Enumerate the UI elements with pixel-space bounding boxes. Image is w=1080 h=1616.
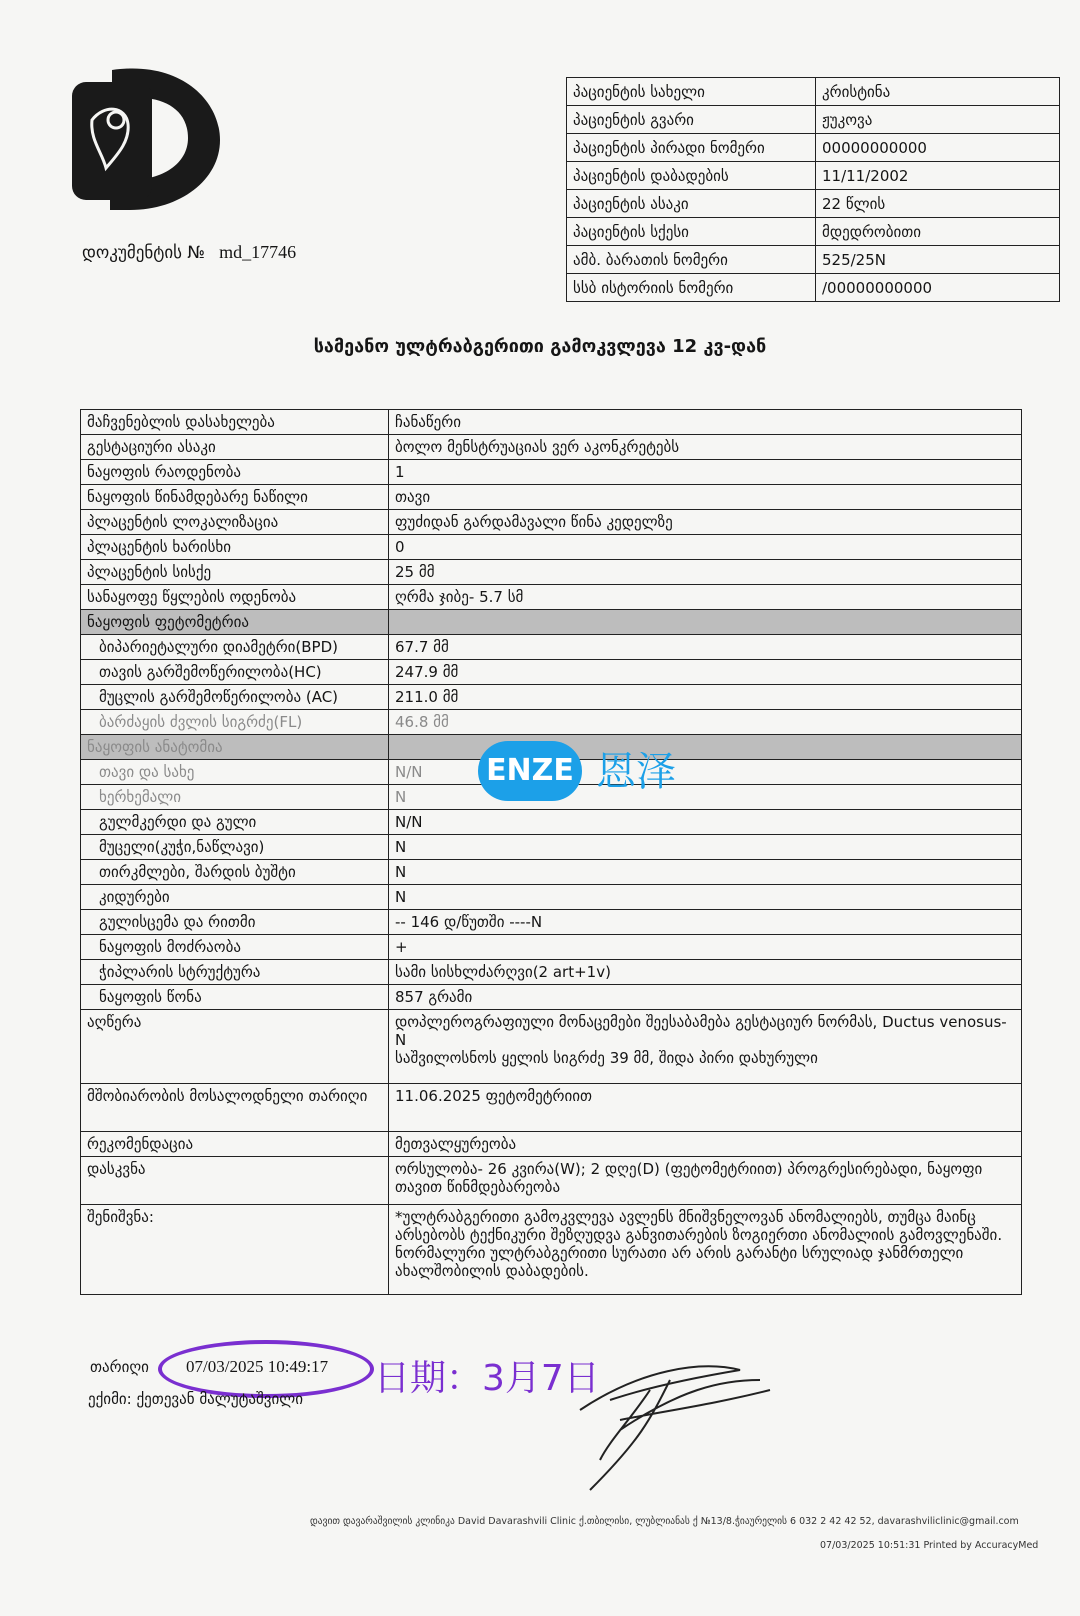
- table-row: [81, 510, 1022, 535]
- row-label: კიდურები: [81, 885, 389, 910]
- date-label: თარიღი: [90, 1358, 149, 1376]
- row-value: 211.0 მმ: [389, 685, 1022, 710]
- row-label: მუცლის გარშემოწერილობა (AC): [81, 685, 389, 710]
- row-value: 247.9 მმ: [389, 660, 1022, 685]
- row-value: ფუძიდან გარდამავალი წინა კედელზე: [389, 510, 1022, 535]
- patient-value: /00000000000: [816, 274, 1060, 302]
- row-value: ჩანაწერი: [389, 410, 1022, 435]
- row-label: გესტაციური ასაკი: [81, 435, 389, 460]
- doctor-name: ექიმი: ქეთევან მალუტაშვილი: [88, 1390, 303, 1408]
- report-title: სამეანო ულტრაბგერითი გამოკვლევა 12 კვ-დან: [313, 336, 767, 357]
- footer-printed: 07/03/2025 10:51:31 Printed by AccuracyMed: [820, 1540, 1039, 1551]
- table-row: [81, 560, 1022, 585]
- patient-row: [567, 246, 1060, 274]
- row-value: 11.06.2025 ფეტომეტრიით: [389, 1084, 1022, 1132]
- footer-clinic: დავით დავარაშვილის კლინიკა David Davarashvili Clinic ქ.თბილისი, ლუბლიანას ქ №13/8.ჭიაურელის 6 032 2 42 42 52, davarashviliclinic@gmail.com: [310, 1516, 1019, 1527]
- table-row: [81, 1157, 1022, 1205]
- table-row: [81, 460, 1022, 485]
- row-label: თავის გარშემოწერილობა(HC): [81, 660, 389, 685]
- row-value: N: [389, 835, 1022, 860]
- patient-value: 00000000000: [816, 134, 1060, 162]
- table-row: [81, 1205, 1022, 1295]
- exam-table: [80, 409, 1022, 1295]
- table-row: [81, 960, 1022, 985]
- clinic-logo: [70, 60, 220, 210]
- row-label: ნაყოფის ანატომია: [81, 735, 389, 760]
- watermark-text: 恩泽: [596, 749, 676, 795]
- table-row: [81, 810, 1022, 835]
- row-value: *ულტრაბგერითი გამოკვლევა ავლენს მნიშვნელოვან ანომალიებს, თუმცა მაინც არსებობს ტექნიკური შეზღუდვა განვითარების ზოგიერთი ანომალიის გამოვლენაში. ნორმალური ულტრაბგერითი სურათი არ არის გარანტი სრულიად ჯანმრთელი ახალშობილის დაბადების.: [389, 1205, 1022, 1295]
- table-row: [81, 535, 1022, 560]
- patient-label: პაციენტის გვარი: [567, 106, 816, 134]
- table-row: [81, 410, 1022, 435]
- row-value: 857 გრამი: [389, 985, 1022, 1010]
- row-label: ნაყოფის მოძრაობა: [81, 935, 389, 960]
- row-label: ხერხემალი: [81, 785, 389, 810]
- row-value: N: [389, 860, 1022, 885]
- row-value: ბოლო მენსტრუაციას ვერ აკონკრეტებს: [389, 435, 1022, 460]
- patient-row: [567, 190, 1060, 218]
- patient-label: სსბ ისტორიის ნომერი: [567, 274, 816, 302]
- patient-value: 11/11/2002: [816, 162, 1060, 190]
- row-label: ბიპარიეტალური დიამეტრი(BPD): [81, 635, 389, 660]
- row-label: პლაცენტის ლოკალიზაცია: [81, 510, 389, 535]
- signature-image: [520, 1350, 820, 1500]
- patient-value: კრისტინა: [816, 78, 1060, 106]
- row-value: ღრმა ჯიბე- 5.7 სმ: [389, 585, 1022, 610]
- patient-row: [567, 106, 1060, 134]
- date-annotation: 日期：3月7日: [374, 1358, 600, 1399]
- patient-value: 525/25N: [816, 246, 1060, 274]
- patient-row: [567, 218, 1060, 246]
- row-label: პლაცენტის სისქე: [81, 560, 389, 585]
- row-label: პლაცენტის ხარისხი: [81, 535, 389, 560]
- row-label: რეკომენდაცია: [81, 1132, 389, 1157]
- table-row: [81, 635, 1022, 660]
- row-label: აღწერა: [81, 1010, 389, 1084]
- row-value: 0: [389, 535, 1022, 560]
- row-label: ნაყოფის რაოდენობა: [81, 460, 389, 485]
- table-row: [81, 910, 1022, 935]
- patient-row: [567, 274, 1060, 302]
- row-label: ბარძაყის ძვლის სიგრძე(FL): [81, 710, 389, 735]
- table-row: [81, 435, 1022, 460]
- row-value: ორსულობა- 26 კვირა(W); 2 დღე(D) (ფეტომეტრიით) პროგრესირებადი, ნაყოფი თავით წინმდებარეობა: [389, 1157, 1022, 1205]
- patient-label: პაციენტის ასაკი: [567, 190, 816, 218]
- row-value: -- 146 დ/წუთში ----N: [389, 910, 1022, 935]
- table-row: [81, 685, 1022, 710]
- row-label: ჭიპლარის სტრუქტურა: [81, 960, 389, 985]
- table-row: [81, 985, 1022, 1010]
- patient-value: ჟუკოვა: [816, 106, 1060, 134]
- document-number: დოკუმენტის № md_17746: [82, 242, 297, 263]
- row-value: [389, 610, 1022, 635]
- row-value: დოპლეროგრაფიული მონაცემები შეესაბამება გესტაციურ ნორმას, Ductus venosus-N საშვილოსნოს ყელის სიგრძე 39 მმ, შიდა პირი დახურული: [389, 1010, 1022, 1084]
- row-label: თავი და სახე: [81, 760, 389, 785]
- row-value: 25 მმ: [389, 560, 1022, 585]
- row-label: სანაყოფე წყლების ოდენობა: [81, 585, 389, 610]
- table-row: [81, 1010, 1022, 1084]
- row-label: შენიშვნა:: [81, 1205, 389, 1295]
- row-value: სამი სისხლძარღვი(2 art+1v): [389, 960, 1022, 985]
- row-value: მეთვალყურეობა: [389, 1132, 1022, 1157]
- table-row: [81, 1132, 1022, 1157]
- row-label: თირკმლები, შარდის ბუშტი: [81, 860, 389, 885]
- watermark-logo: ENZE: [478, 741, 582, 801]
- table-row: [81, 485, 1022, 510]
- table-row: [81, 885, 1022, 910]
- table-row: [81, 1084, 1022, 1132]
- row-value: N: [389, 885, 1022, 910]
- table-row: [81, 660, 1022, 685]
- row-label: ნაყოფის ფეტომეტრია: [81, 610, 389, 635]
- row-value: N: [389, 785, 1022, 810]
- row-label: დასკვნა: [81, 1157, 389, 1205]
- patient-label: პაციენტის სქესი: [567, 218, 816, 246]
- row-value: N/N: [389, 810, 1022, 835]
- patient-info-table: [566, 77, 1060, 302]
- row-label: ნაყოფის წინამდებარე ნაწილი: [81, 485, 389, 510]
- row-label: მაჩვენებლის დასახელება: [81, 410, 389, 435]
- patient-row: [567, 162, 1060, 190]
- table-row: [81, 860, 1022, 885]
- table-row: [81, 935, 1022, 960]
- row-label: გულისცემა და რითმი: [81, 910, 389, 935]
- patient-row: [567, 134, 1060, 162]
- table-row: [81, 835, 1022, 860]
- table-row: [81, 610, 1022, 635]
- row-value: თავი: [389, 485, 1022, 510]
- row-label: ნაყოფის წონა: [81, 985, 389, 1010]
- patient-row: [567, 78, 1060, 106]
- patient-label: პაციენტის დაბადების: [567, 162, 816, 190]
- row-label: გულმკერდი და გული: [81, 810, 389, 835]
- row-value: N/N: [389, 760, 1022, 785]
- row-label: მუცელი(კუჭი,ნაწლავი): [81, 835, 389, 860]
- patient-value: 22 წლის: [816, 190, 1060, 218]
- patient-value: მდედრობითი: [816, 218, 1060, 246]
- table-row: [81, 585, 1022, 610]
- patient-label: ამბ. ბარათის ნომერი: [567, 246, 816, 274]
- row-value: +: [389, 935, 1022, 960]
- date-value: 07/03/2025 10:49:17: [186, 1357, 329, 1376]
- row-value: 46.8 მმ: [389, 710, 1022, 735]
- patient-label: პაციენტის სახელი: [567, 78, 816, 106]
- row-value: 1: [389, 460, 1022, 485]
- patient-label: პაციენტის პირადი ნომერი: [567, 134, 816, 162]
- row-label: მშობიარობის მოსალოდნელი თარიღი: [81, 1084, 389, 1132]
- row-value: 67.7 მმ: [389, 635, 1022, 660]
- table-row: [81, 710, 1022, 735]
